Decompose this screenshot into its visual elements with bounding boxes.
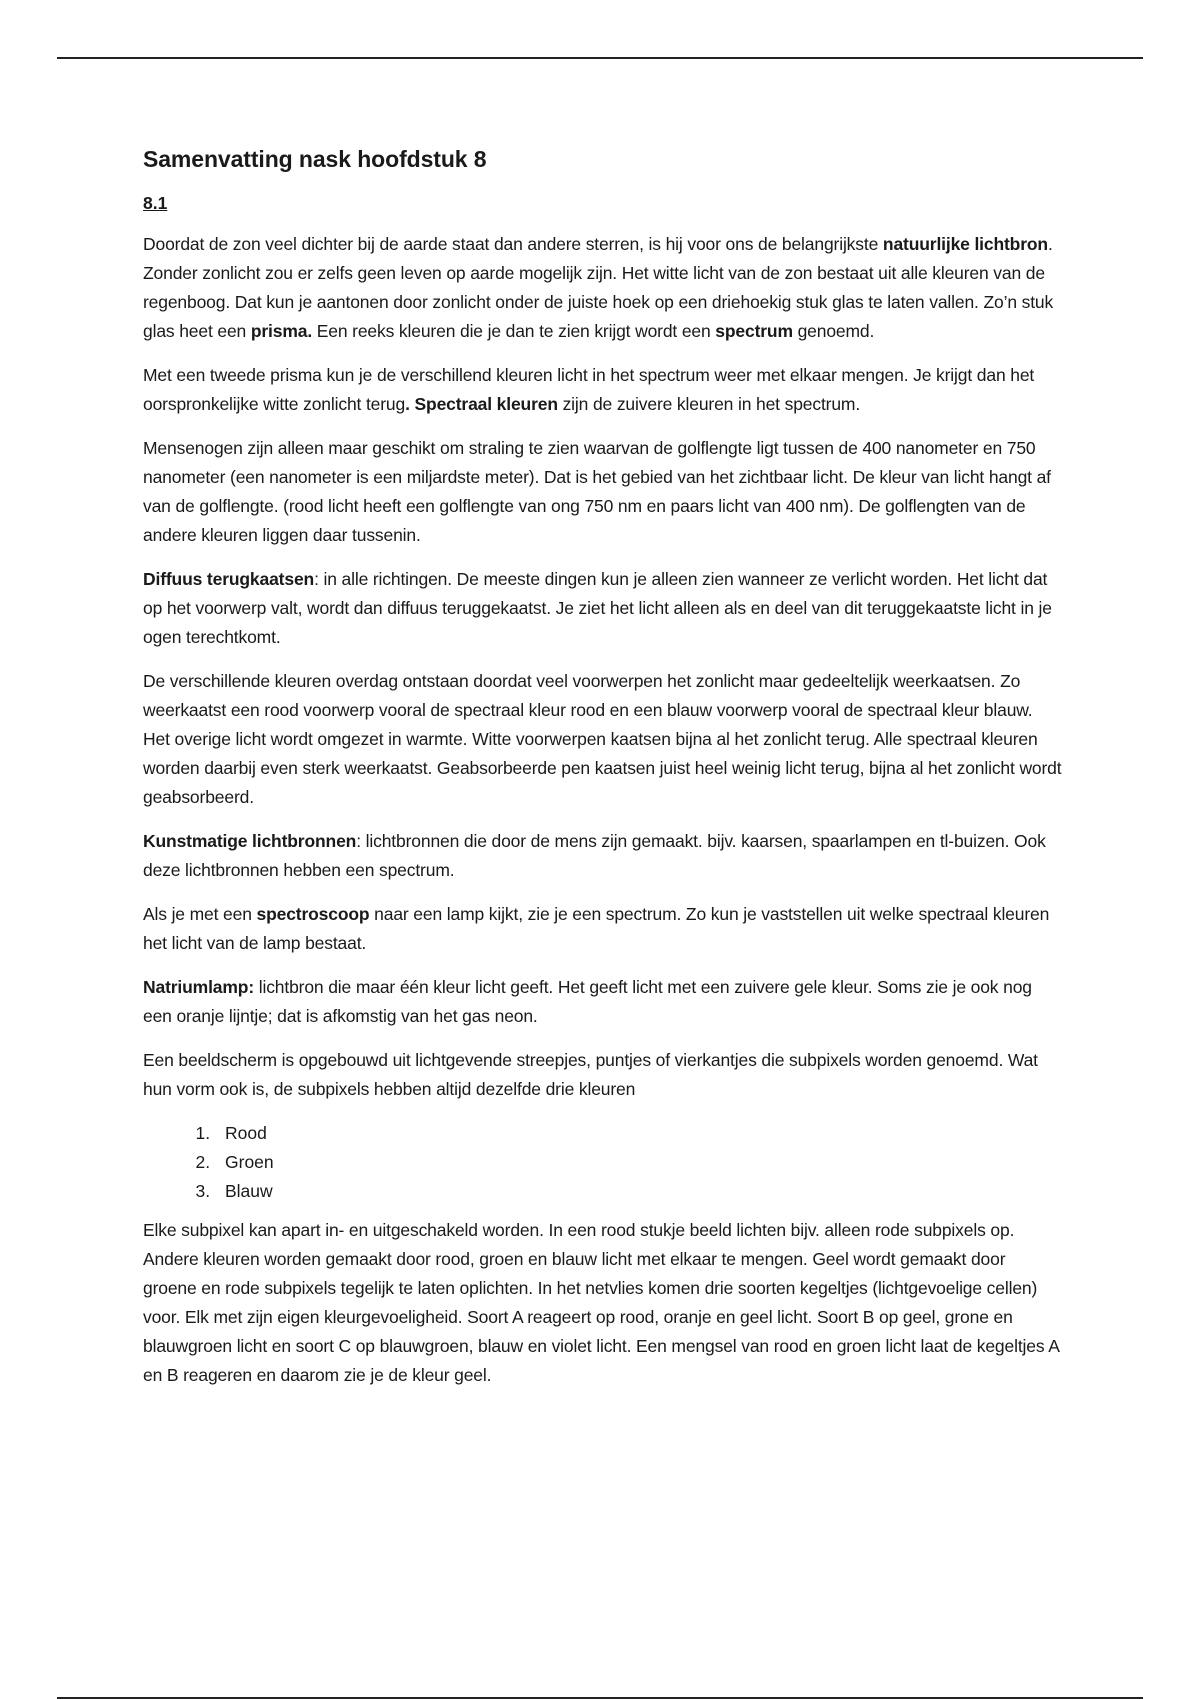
paragraph-zon: Doordat de zon veel dichter bij de aarde staat dan andere sterren, is hij voor ons de belangrijkste natuurlijke lichtbron. Zonder zonlicht zou er zelfs geen leven op aarde mogelijk zijn. Het witte licht van de zon bestaat uit alle kleuren van de regenboog. Dat kun je aantonen door zonlicht onder de juiste hoek op een driehoekig stuk glas te laten vallen. Zo’n stuk glas heet een prisma. Een reeks kleuren die je dan te zien krijgt wordt een spectrum genoemd. xyxy=(143,234,1054,341)
footer-rule xyxy=(57,1697,1143,1699)
list-item: 2. Groen xyxy=(215,1148,1063,1177)
paragraph-subpixels: Elke subpixel kan apart in- en uitgeschakeld worden. In een rood stukje beeld lichten bijv. alleen rode subpixels op. Andere kleuren worden gemaakt door rood, groen en blauw licht met elkaar te mengen. Geel wordt gemaakt door groene en rode subpixels tegelijk te laten oplichten. In het netvlies komen drie soorten kegeltjes (lichtgevoelige cellen) voor. Elk met zijn eigen kleurgevoeligheid. Soort A reageert op rood, oranje en geel licht. Soort B op geel, grone en blauwgroen licht en soort C op blauwgroen, blauw en violet licht. Een mengsel van rood en groen licht laat de kegeltjes A en B reageren en daarom zie je de kleur geel. xyxy=(143,1220,1059,1385)
color-list xyxy=(143,1119,1063,1206)
paragraph-prisma: Met een tweede prisma kun je de verschillend kleuren licht in het spectrum weer met elkaar mengen. Je krijgt dan het oorspronkelijke witte zonlicht terug. Spectraal kleuren zijn de zuivere kleuren in het spectrum. xyxy=(143,365,1035,414)
paragraph-diffuus: Diffuus terugkaatsen: in alle richtingen. De meeste dingen kun je alleen zien wanneer ze verlicht worden. Het licht dat op het voorwerp valt, wordt dan diffuus teruggekaatst. Je ziet het licht alleen als en deel van dit teruggekaatste licht in je ogen terechtkomt. xyxy=(143,569,1052,647)
header-rule xyxy=(57,57,1143,59)
list-item: 1. Rood xyxy=(215,1119,1063,1148)
paragraph-kleuren-overdag: De verschillende kleuren overdag ontstaan doordat veel voorwerpen het zonlicht maar gedeeltelijk weerkaatsen. Zo weerkaatst een rood voorwerp vooral de spectraal kleur rood en een blauw voorwerp vooral de spectraal kleur blauw. Het overige licht wordt omgezet in warmte. Witte voorwerpen kaatsen bijna al het zonlicht terug. Alle spectraal kleuren worden daarbij even sterk weerkaatst. Geabsorbeerde pen kaatsen juist heel weinig licht terug, bijna al het zonlicht wordt geabsorbeerd. xyxy=(143,671,1062,807)
document-title: Samenvatting nask hoofdstuk 8 xyxy=(143,146,487,172)
paragraph-golflengte: Mensenogen zijn alleen maar geschikt om straling te zien waarvan de golflengte ligt tussen de 400 nanometer en 750 nanometer (een nanometer is een miljardste meter). Dat is het gebied van het zichtbaar licht. De kleur van licht hangt af van de golflengte. (rood licht heeft een golflengte van ong 750 nm en paars licht van 400 nm). De golflengten van de andere kleuren liggen daar tussenin. xyxy=(143,438,1051,545)
paragraph-natriumlamp: Natriumlamp: lichtbron die maar één kleur licht geeft. Het geeft licht met een zuivere gele kleur. Soms zie je ook nog een oranje lijntje; dat is afkomstig van het gas neon. xyxy=(143,977,1032,1026)
paragraph-spectroscoop: Als je met een spectroscoop naar een lamp kijkt, zie je een spectrum. Zo kun je vaststellen uit welke spectraal kleuren het licht van de lamp bestaat. xyxy=(143,904,1050,953)
section-heading: 8.1 xyxy=(143,193,168,213)
paragraph-kunstmatig: Kunstmatige lichtbronnen: lichtbronnen die door de mens zijn gemaakt. bijv. kaarsen, spaarlampen en tl-buizen. Ook deze lichtbronnen hebben een spectrum. xyxy=(143,831,1046,880)
list-item: 3. Blauw xyxy=(215,1177,1063,1206)
paragraph-beeldscherm: Een beeldscherm is opgebouwd uit lichtgevende streepjes, puntjes of vierkantjes die subpixels worden genoemd. Wat hun vorm ook is, de subpixels hebben altijd dezelfde drie kleuren xyxy=(143,1050,1038,1099)
document-body xyxy=(143,144,1063,1405)
